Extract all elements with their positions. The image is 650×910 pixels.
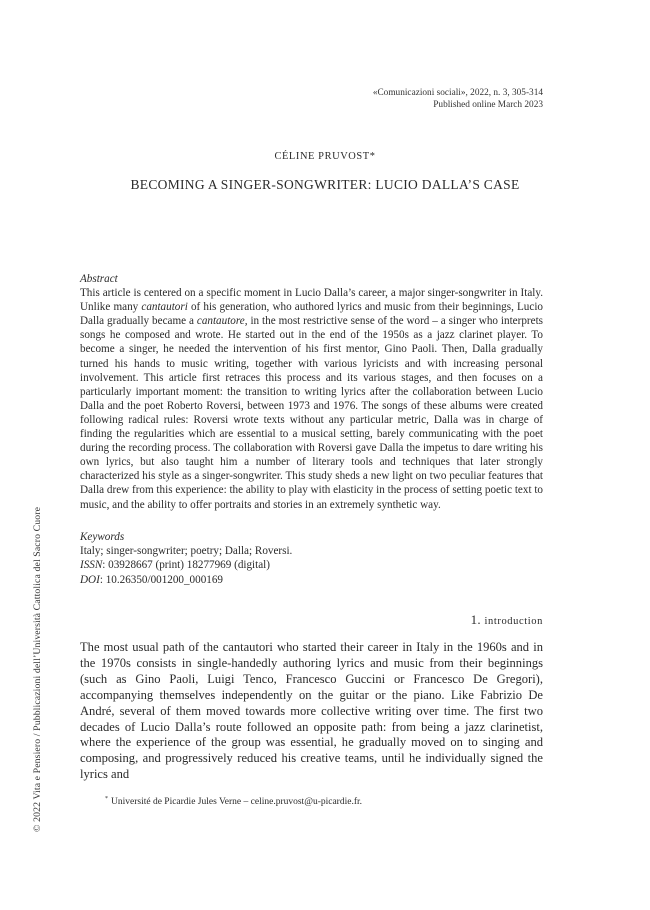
section-heading xyxy=(471,612,543,628)
abstract-text-part: of his generation, who authored lyrics and music from their beginnings, Lucio Dalla gradually became a xyxy=(80,301,543,328)
footnote-text: Université de Picardie Jules Verne – celine.pruvost@u-picardie.fr. xyxy=(111,797,363,808)
abstract-text xyxy=(80,286,543,512)
author-name: CÉLINE PRUVOST* xyxy=(274,151,376,162)
abstract-italic-term: cantautore, xyxy=(196,315,248,328)
abstract-text-part: in the most restrictive sense of the word – a singer who interprets songs he composed and wrote. He started out in the end of the 1950s as a jazz clarinet player. To become a singer, he needed the intervention of his first mentor, Gino Paoli. Then, Dalla gradually turned his hands to music writing, together with various lyricists and with increasing personal involvement. This article first retraces this process and its various stages, and then focuses on a particularly important moment: the transition to writing lyrics after the collaboration between Lucio Dalla and the poet Roberto Roversi, between 1973 and 1976. The songs of these albums were created following radical rules: Roversi wrote texts without any particular metric, Dalla was in charge of finding the regularities which are essential to a musical setting, barely communicating with the poet during the recording process. The collaboration with Roversi gave Dalla the impetus to dare writing his own lyrics, but also taught him a number of literary tools and techniques that later strongly characterized his style as a singer-songwriter. This study sheds a new light on two peculiar features that Dalla drew from this experience: the ability to play with elasticity in the process of setting poetic text to music, and the ability to offer portraits and stories in an extremely synthetic way. xyxy=(80,315,543,511)
body-paragraph: The most usual path of the cantautori who started their career in Italy in the 1960s and in the 1970s consists in single-handedly authoring lyrics and music from their beginnings (such as Gino Paoli, Luigi Tenco, Francesco Guccini or Francesco De Gregori), accompanying themselves independently on the guitar or the piano. Like Fabrizio De André, several of them moved towards more collective writing over time. The first two decades of Lucio Dalla’s route followed an opposite path: from being a jazz clarinetist, where the experience of the group was essential, he gradually moved on to singing and composing, and progressively reduced his creative teams, until he individually signed the lyrics and xyxy=(80,640,543,782)
keywords-section xyxy=(80,530,543,587)
issn-line xyxy=(80,558,543,572)
doi-line xyxy=(80,573,543,587)
footnote-mark: * xyxy=(105,796,108,802)
journal-reference xyxy=(373,87,543,111)
abstract-section xyxy=(80,272,543,512)
section-title: introduction xyxy=(484,616,543,627)
issn-label: ISSN xyxy=(80,559,103,572)
doi-label: DOI xyxy=(80,573,100,586)
abstract-label: Abstract xyxy=(80,273,118,285)
keywords-label: Keywords xyxy=(80,531,125,543)
abstract-italic-term: cantautori xyxy=(141,301,188,314)
doi-value: : 10.26350/001200_000169 xyxy=(99,573,223,586)
publication-date: Published online March 2023 xyxy=(433,100,543,110)
journal-citation: «Comunicazioni sociali», 2022, n. 3, 305-314 xyxy=(372,88,543,98)
article-title: BECOMING A SINGER-SONGWRITER: LUCIO DALLA’S CASE xyxy=(130,177,520,192)
footnote xyxy=(105,796,362,807)
keywords-list: Italy; singer-songwriter; poetry; Dalla; Roversi. xyxy=(80,545,293,558)
issn-value: : 03928667 (print) 18277969 (digital) xyxy=(102,559,270,572)
abstract-text-part: This article is centered on a specific moment in Lucio Dalla’s career, a major singer-songwriter in Italy. Unlike many xyxy=(80,287,543,314)
section-number: 1. xyxy=(470,612,485,627)
side-copyright-note: © 2022 Vita e Pensiero / Pubblicazioni dell’Università Cattolica del Sacro Cuore xyxy=(32,506,43,832)
